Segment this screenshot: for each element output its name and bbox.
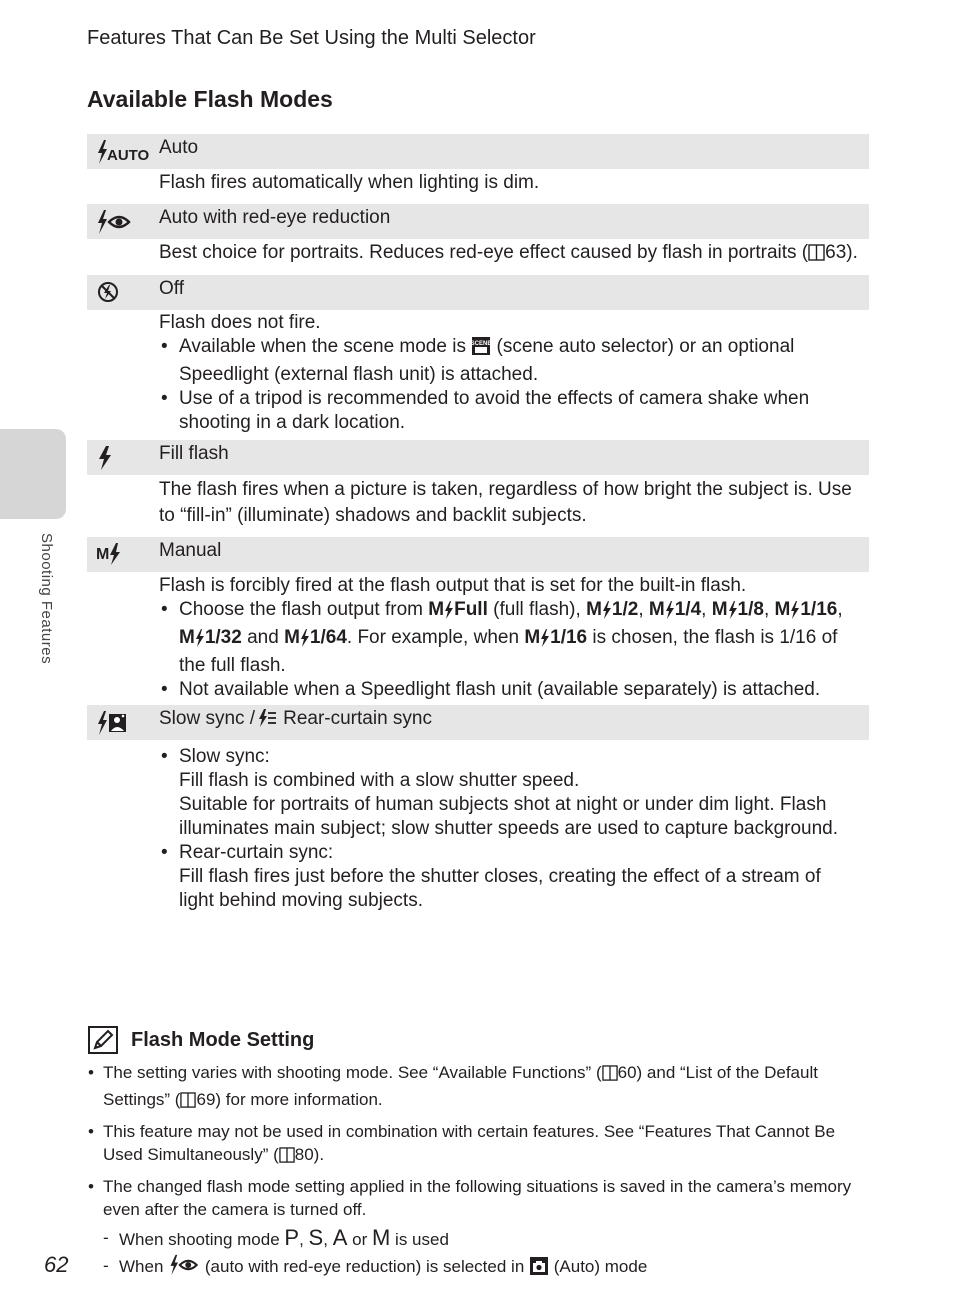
rear-curtain-icon <box>257 708 277 734</box>
list-item: • Rear-curtain sync: Fill flash fires just before the shutter closes, creating the effect of a stream of light behind moving subjects. <box>159 841 859 913</box>
list-item: • Choose the flash output from M Full (full flash), M 1/2, M 1/4, M 1/8, M 1/16, M 1/32 and M 1/64. For example, when M 1/16 is chosen, the flash is 1/16 of the full flash. <box>159 598 859 678</box>
flash-redeye-icon <box>168 1254 200 1282</box>
note-body <box>87 1061 862 1285</box>
mode-name-auto: Auto <box>159 137 199 158</box>
flash-bolt-icon <box>444 601 454 626</box>
page-reference-icon <box>180 1092 196 1115</box>
mode-name-fill: Fill flash <box>159 443 229 464</box>
mode-name-manual: Manual <box>159 540 222 561</box>
list-item: • Use of a tripod is recommended to avoid the effects of camera shake when shooting in a dark location. <box>159 387 859 435</box>
flash-off-icon <box>96 279 122 305</box>
camera-auto-icon <box>529 1256 549 1282</box>
flash-bolt-icon <box>602 601 612 626</box>
list-item: • The changed flash mode setting applied in the following situations is saved in the camera’s memory even after the camera is turned off. <box>87 1175 862 1221</box>
flash-bolt-icon <box>195 629 205 654</box>
flash-bolt-icon <box>728 601 738 626</box>
mode-row-off <box>87 275 869 310</box>
mode-desc-off: Flash does not fire. • Available when the scene mode is SCENE (scene auto selector) or an optional Speedlight (external flash unit) is attached. • Use of a tripod is recommended to avoid the effects of camera shake when shooting in a dark location. <box>159 311 859 435</box>
mode-desc-fill: The flash fires when a picture is taken, regardless of how bright the subject is. Use to “fill-in” (illuminate) shadows and backlit subjects. <box>159 479 852 526</box>
page-reference-icon <box>602 1065 618 1088</box>
list-item: • Available when the scene mode is SCENE (scene auto selector) or an optional Speedlight (external flash unit) is attached. <box>159 335 859 387</box>
mode-desc-redeye: Best choice for portraits. Reduces red-eye effect caused by flash in portraits ( 63). <box>159 241 869 269</box>
mode-desc-auto: Flash fires automatically when lighting is dim. <box>159 172 540 193</box>
mode-desc-manual: Flash is forcibly fired at the flash output that is set for the built-in flash. • Choose the flash output from M Full (full flash), M 1/2, M 1/4, M 1/8, M 1/16, M 1/32 and M 1/64. For example, when M 1/16 is chosen, the flash is 1/16 of the full flash. • Not available when a Speedlight flash unit (available separately) is attached. <box>159 574 859 702</box>
list-item: • Slow sync: Fill flash is combined with a slow shutter speed. Suitable for portraits of human subjects shot at night or under dim light. Flash illuminates main subject; slow shutter speeds are used to capture background. <box>159 745 859 841</box>
note-title: Flash Mode Setting <box>131 1029 315 1051</box>
mode-name-redeye: Auto with red-eye reduction <box>159 207 391 228</box>
svg-text:M: M <box>96 546 110 563</box>
mode-desc-slow <box>159 745 859 913</box>
list-item: - When (auto with red-eye reduction) is selected in (Auto) mode <box>87 1254 862 1282</box>
flash-fill-icon <box>96 445 116 471</box>
flash-bolt-icon <box>790 601 800 626</box>
side-tab <box>0 429 66 519</box>
list-item: • Not available when a Speedlight flash unit (available separately) is attached. <box>159 678 859 702</box>
mode-name-off: Off <box>159 278 184 299</box>
flash-bolt-icon <box>540 629 550 654</box>
flash-bolt-icon <box>665 601 675 626</box>
page-header: Features That Can Be Set Using the Multi Selector <box>87 27 536 49</box>
mode-name-slow: Slow sync / Rear-curtain sync <box>159 708 432 734</box>
svg-text:SCENE: SCENE <box>470 341 492 347</box>
side-tab-label: Shooting Features <box>38 533 55 665</box>
flash-redeye-icon <box>96 209 132 235</box>
page-reference-icon <box>279 1147 295 1170</box>
list-item: • This feature may not be used in combination with certain features. See “Features That Cannot Be Used Simultaneously” ( 80). <box>87 1120 862 1170</box>
flash-bolt-icon <box>300 629 310 654</box>
list-item: - When shooting mode P, S, A or M is used <box>87 1226 862 1251</box>
pencil-note-icon <box>88 1026 118 1054</box>
mode-row-auto <box>87 134 869 169</box>
flash-slow-sync-icon <box>96 710 128 736</box>
flash-manual-icon <box>96 541 124 567</box>
page-reference-icon <box>808 244 825 269</box>
svg-text:AUTO: AUTO <box>107 147 150 164</box>
section-title: Available Flash Modes <box>87 86 333 112</box>
flash-auto-icon <box>96 139 150 165</box>
page-number: 62 <box>44 1252 69 1277</box>
list-item: • The setting varies with shooting mode. See “Available Functions” ( 60) and “List of the Default Settings” ( 69) for more information. <box>87 1061 862 1115</box>
scene-auto-icon <box>471 336 491 363</box>
